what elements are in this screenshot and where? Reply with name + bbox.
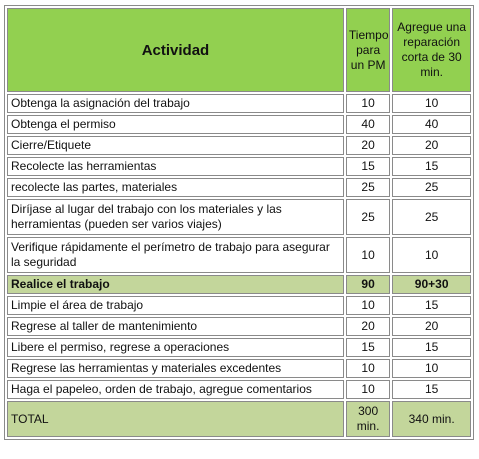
pm-time-cell: 15	[346, 338, 390, 357]
activity-cell: Recolecte las herramientas	[7, 157, 344, 176]
activity-cell: Haga el papeleo, orden de trabajo, agregue comentarios	[7, 380, 344, 399]
table-row	[7, 380, 471, 399]
table-row	[7, 94, 471, 113]
table-row	[7, 317, 471, 336]
total-label: TOTAL	[7, 401, 344, 437]
table-row-highlighted	[7, 275, 471, 294]
activity-cell: Regrese las herramientas y materiales excedentes	[7, 359, 344, 378]
pm-time-cell: 25	[346, 178, 390, 197]
total-repair-time: 340 min.	[392, 401, 471, 437]
activity-cell: Realice el trabajo	[7, 275, 344, 294]
repair-time-cell: 10	[392, 237, 471, 273]
table-row	[7, 157, 471, 176]
activity-cell: Libere el permiso, regrese a operaciones	[7, 338, 344, 357]
repair-time-cell: 25	[392, 199, 471, 235]
repair-time-cell: 15	[392, 338, 471, 357]
repair-time-cell: 20	[392, 317, 471, 336]
pm-time-cell: 90	[346, 275, 390, 294]
table-row	[7, 178, 471, 197]
header-activity: Actividad	[7, 8, 344, 92]
pm-time-cell: 10	[346, 237, 390, 273]
pm-time-cell: 10	[346, 296, 390, 315]
header-pm-time: Tiempo para un PM	[346, 8, 390, 92]
total-pm-time: 300 min.	[346, 401, 390, 437]
table-row	[7, 359, 471, 378]
activity-cell: Obtenga el permiso	[7, 115, 344, 134]
pm-time-cell: 20	[346, 136, 390, 155]
pm-time-cell: 10	[346, 380, 390, 399]
repair-time-cell: 15	[392, 157, 471, 176]
repair-time-cell: 40	[392, 115, 471, 134]
repair-time-cell: 15	[392, 296, 471, 315]
activity-cell: Obtenga la asignación del trabajo	[7, 94, 344, 113]
activity-cell: Verifique rápidamente el perímetro de trabajo para asegurar la seguridad	[7, 237, 344, 273]
table-total-row	[7, 401, 471, 437]
pm-time-cell: 25	[346, 199, 390, 235]
activity-cell: recolecte las partes, materiales	[7, 178, 344, 197]
table-row	[7, 115, 471, 134]
activity-time-table	[4, 5, 474, 440]
table-header-row	[7, 8, 471, 92]
repair-time-cell: 90+30	[392, 275, 471, 294]
header-short-repair: Agregue una reparación corta de 30 min.	[392, 8, 471, 92]
pm-time-cell: 40	[346, 115, 390, 134]
repair-time-cell: 15	[392, 380, 471, 399]
table-row	[7, 338, 471, 357]
repair-time-cell: 20	[392, 136, 471, 155]
table-row	[7, 296, 471, 315]
repair-time-cell: 10	[392, 94, 471, 113]
pm-time-cell: 20	[346, 317, 390, 336]
table-row	[7, 199, 471, 235]
pm-time-cell: 10	[346, 359, 390, 378]
activity-cell: Limpie el área de trabajo	[7, 296, 344, 315]
table-row	[7, 237, 471, 273]
activity-cell: Diríjase al lugar del trabajo con los materiales y las herramientas (pueden ser varios viajes)	[7, 199, 344, 235]
activity-cell: Regrese al taller de mantenimiento	[7, 317, 344, 336]
activity-cell: Cierre/Etiquete	[7, 136, 344, 155]
pm-time-cell: 10	[346, 94, 390, 113]
repair-time-cell: 25	[392, 178, 471, 197]
activity-table-container	[4, 5, 474, 440]
pm-time-cell: 15	[346, 157, 390, 176]
table-row	[7, 136, 471, 155]
repair-time-cell: 10	[392, 359, 471, 378]
